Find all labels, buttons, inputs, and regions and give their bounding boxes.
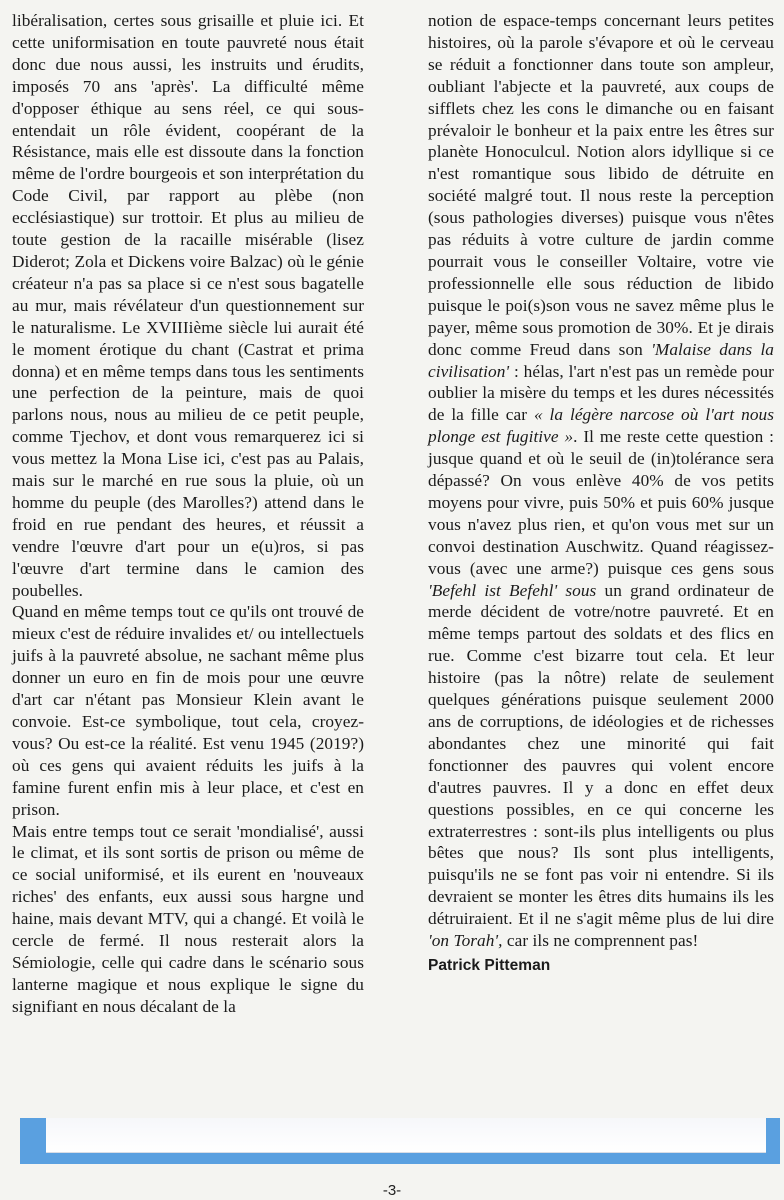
italic-quote: 'Befehl ist Befehl' sous <box>428 580 597 600</box>
footer-decorative-bar <box>20 1118 780 1164</box>
page-number: -3- <box>382 1182 402 1199</box>
text-run: . Il me reste cette question : jusque quand et où le seuil de (in)tolérance sera dépassé? On vous enlève 40% de vos petits moyens pour vivre, puis 50% et puis 60% jusque vous n'avez plus rien, et qu'on vous met sur un convoi destination Auschwitz. Quand réagissez-vous (avec une arme?) puisque ces gens sous <box>428 427 774 578</box>
text-run: car ils ne comprennent pas! <box>502 931 699 951</box>
left-column <box>12 10 364 1018</box>
paragraph <box>428 10 774 952</box>
italic-quote: 'Malaise dans la civilisation' <box>428 339 774 381</box>
paragraph: Mais entre temps tout ce serait 'mondialisé', aussi le climat, et ils sont sortis de prison ou même de ce social uniformisé, et ils eurent en 'nouveaux riches' des enfants, eux aussi sous hargne und haine, mais devant MTV, qui a changé. Et voilà le cercle de fermé. Il nous resterait alors la Sémiologie, celle qui cadre dans le scénario sous lanterne magique et nous explique le signe du signifiant en nous décalant de la <box>12 821 364 1016</box>
paragraph: libéralisation, certes sous grisaille et pluie ici. Et cette uniformisation en toute pauvreté nous était donc due nous aussi, les instruits und érudits, imposés 70 ans 'après'. La difficulté même d'opposer éthique au sens réel, ce qui sous-entendait un rôle évident, coopérant de la Résistance, mais elle est dissoute dans la fonction même de l'ordre bourgeois et son interprétation du Code Civil, par rapport au plèbe (non ecclésiastique) sur trottoir. Et plus au milieu de toute gestion de la racaille misérable (lisez Diderot; Zola et Dickens voire Balzac) où le génie créateur n'a pas sa place si ce n'est sous bagatelle au mur, mais révélateur d'un questionnement sur le naturalisme. Le XVIIIième siècle lui aurait été le moment érotique du chant (Castrat et prima donna) et en même temps dans tous les sentiments une perfection de la peinture, mais de quoi parlons nous, nous au milieu de ce petit peuple, comme Tjechov, et dont vous remarquerez ici si vous mettez la Mona Lise ici, c'est pas au Palais, mais sur le marché en rue sous la pluie, où un homme du peuple (des Marolles?) attend dans le froid en rue pendant des heures, et réussit a vendre l'œuvre d'art pour un e(u)ros, si pas l'œuvre d'art termine dans le camion des poubelles. <box>12 11 364 600</box>
right-column <box>428 10 774 977</box>
text-run: : hélas, l'art n'est pas un remède pour oublier la misère du temps et les dures nécessités de la fille car <box>428 361 774 425</box>
author-signature: Patrick Pitteman <box>428 956 551 974</box>
text-run: un grand ordinateur de merde décident de votre/notre pauvreté. Et en même temps partout des soldats et des flics en rue. Comme c'est bizarre tout cela. Et leur histoire (pas la nôtre) relate de seulement quelques générations puisque seulement 2000 ans de corruptions, de idéologies et de richesses abondantes chez une minorité qui fait fonctionner des pauvres qui volent encore d'autres pauvres. Il y a donc en effet deux questions possibles, en ce qui concerne les extraterrestres : sont-ils plus intelligents ou plus bêtes que nous? Ils sont plus intelligents, puisqu'ils ne se font pas voir ni entendre. Si ils devraient se monter les êtres dits humains ils les détruiraient. Et il ne s'agit même plus de lui dire <box>428 580 774 929</box>
paragraph: Quand en même temps tout ce qu'ils ont trouvé de mieux c'est de réduire invalides et/ ou intellectuels juifs à la pauvreté absolue, ne sachant même plus donner un euro en fin de mois pour une œuvre d'art car n'étant pas Monsieur Klein avant le convoie. Est-ce symbolique, tout cela, croyez-vous? Ou est-ce la réalité. Est venu 1945 (2019?) où ces gens qui avaient réduits les juifs à la famine furent enfin mis à leur place, et c'est en prison. <box>12 602 364 819</box>
italic-quote: « la légère narcose où l'art nous plonge est fugitive » <box>428 405 774 447</box>
footer-bar-inner-panel <box>46 1118 766 1153</box>
italic-quote: 'on Torah', <box>428 931 503 951</box>
text-run: notion de espace-temps concernant leurs petites histoires, où la parole s'évapore et où le cerveau se réduit a fonctionner dans toute son ampleur, oubliant l'abjecte et la pauvreté, aux coups de sifflets chez les cons le dimanche ou en faisant prévaloir le bonheur et la paix entre les êtres sur planète Honoculcul. Notion alors idyllique si ce n'est romantique sous libido de détruite en société malgré tout. Il nous reste la perception (sous pathologies diverses) puisque vous n'êtes pas réduits à votre culture de jardin comme pourrait vous le conseiller Voltaire, votre vie professionnelle elle sous réduction de libido puisque le poi(s)son vous ne savez même plus le payer, même sous promotion de 30%. Et je dirais donc comme Freud dans son <box>428 11 774 359</box>
